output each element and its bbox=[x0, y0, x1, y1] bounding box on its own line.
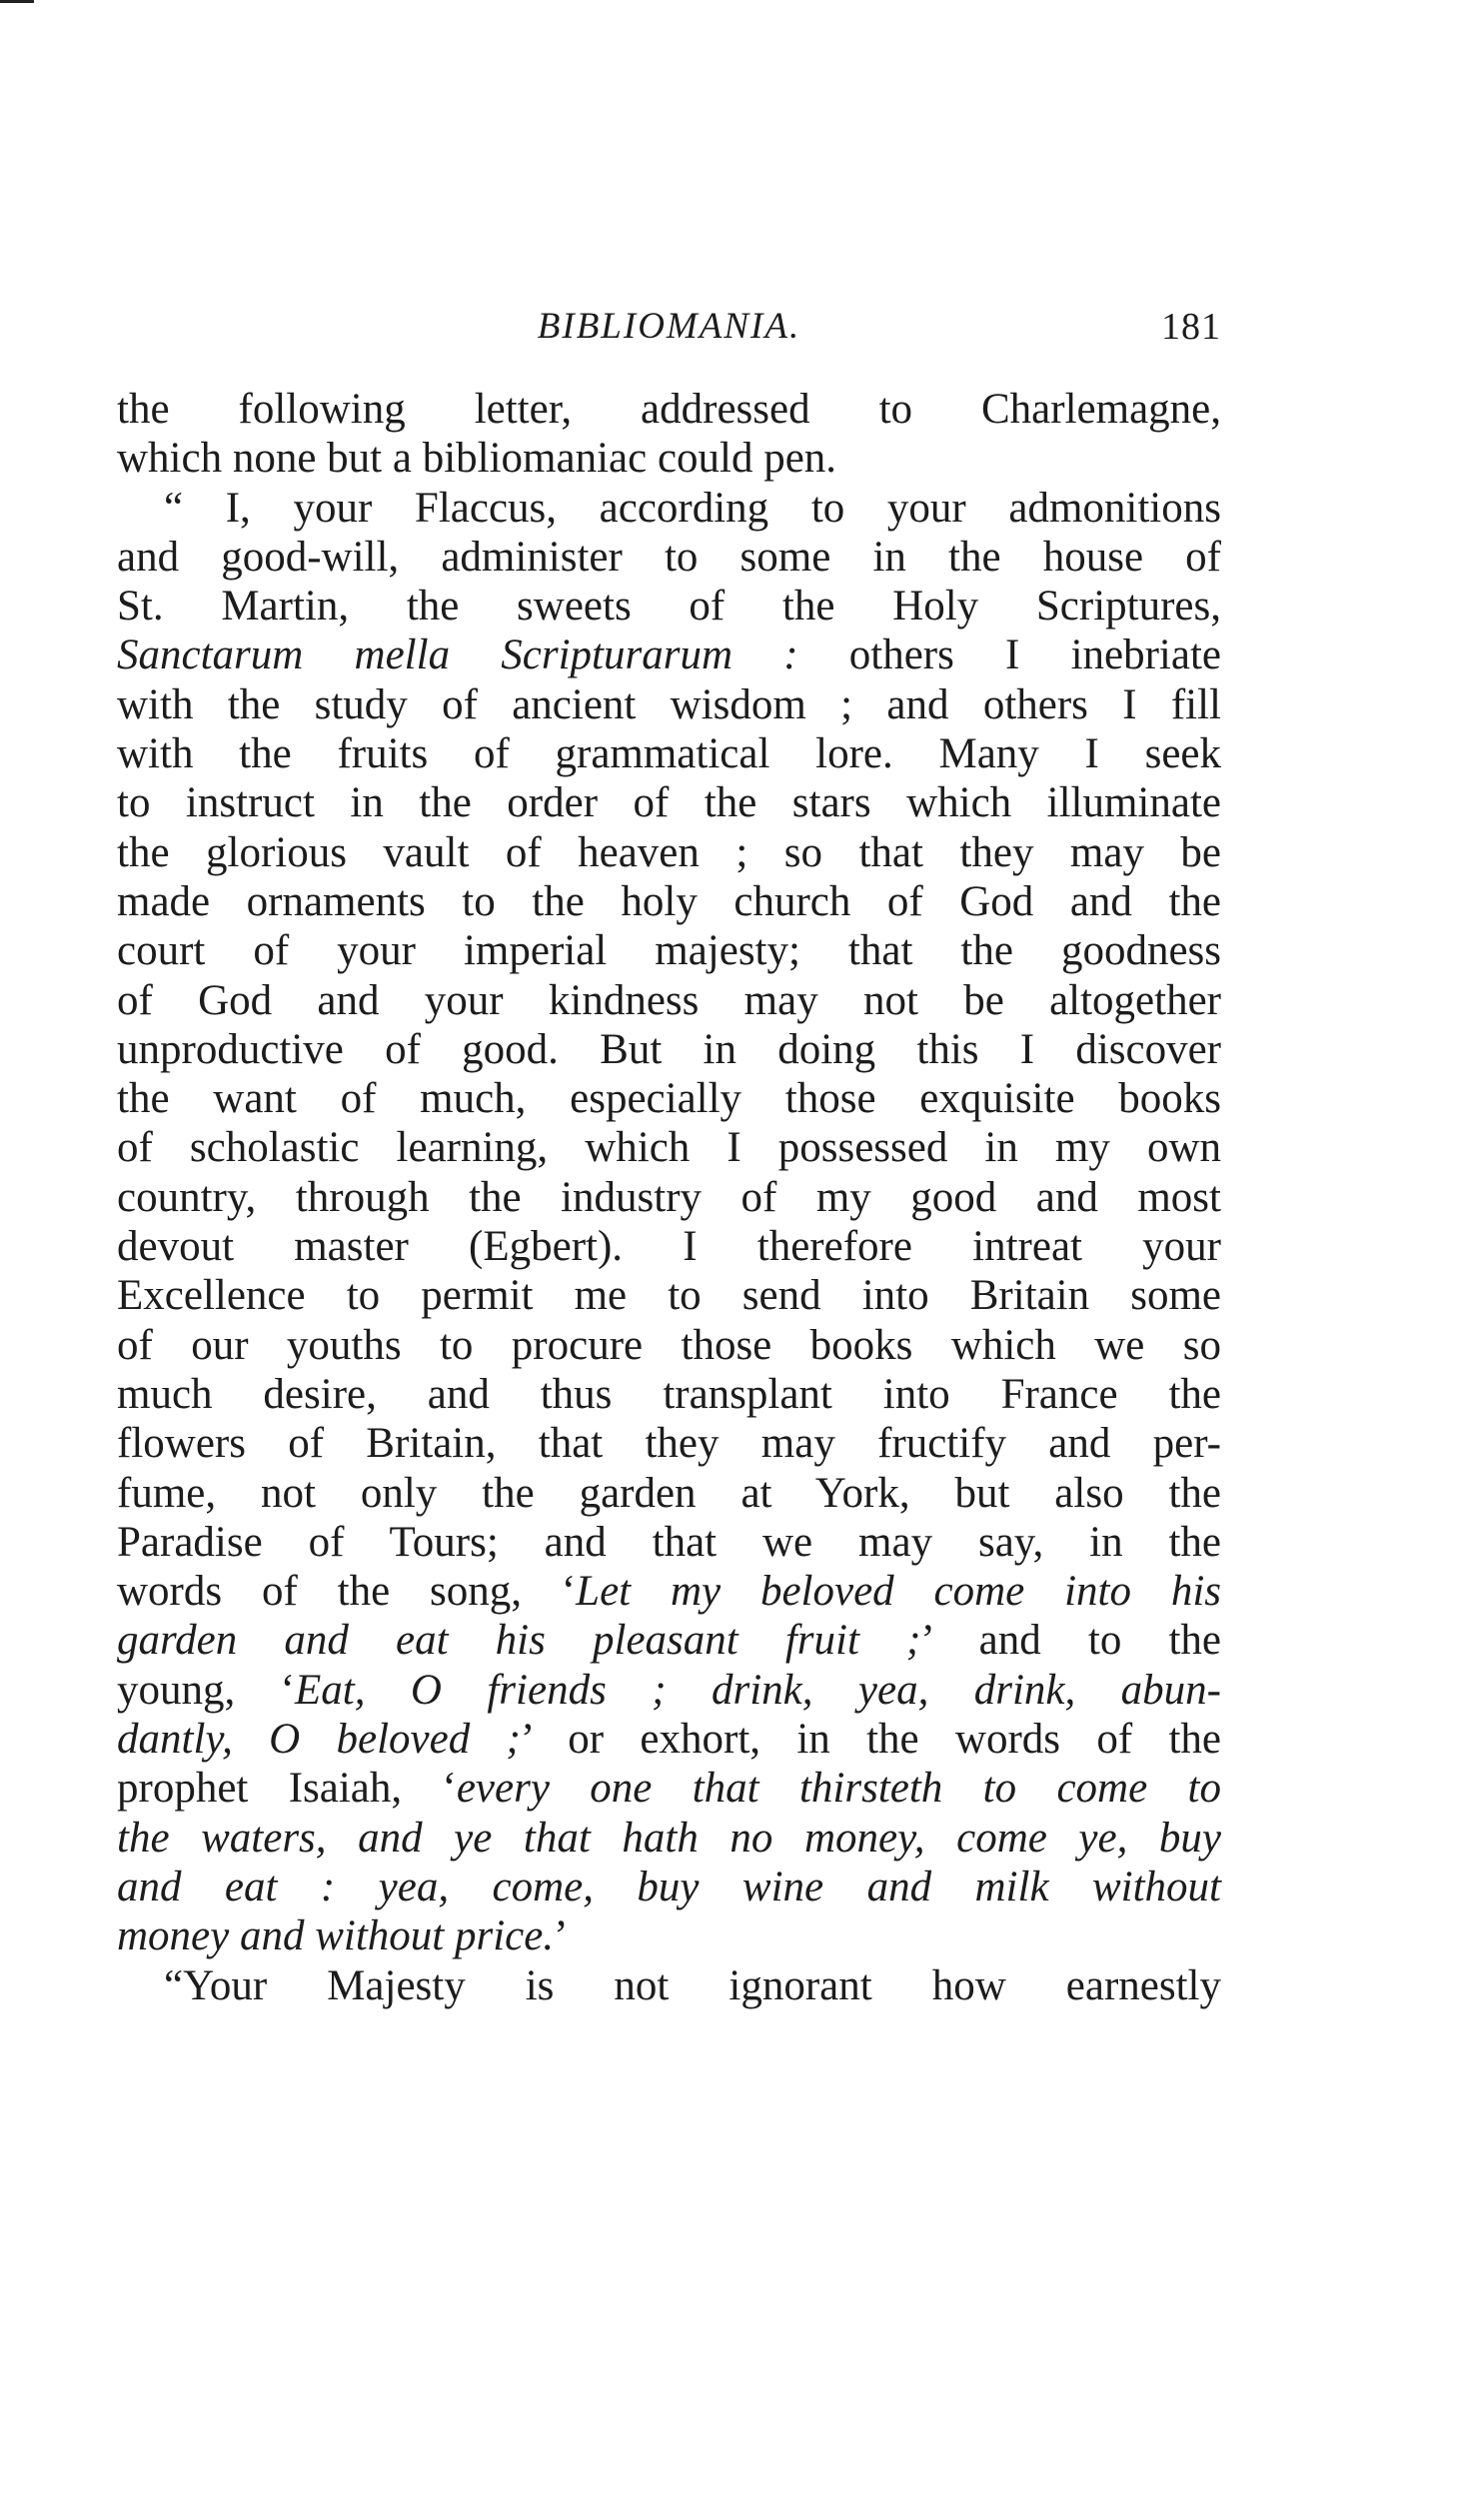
body-text bbox=[117, 385, 1221, 2010]
text-line: which none but a bibliomaniac could pen. bbox=[117, 435, 837, 483]
text-line: the glorious vault of heaven ; so that they may be bbox=[117, 828, 1221, 876]
text-line: country, through the industry of my good and most bbox=[117, 1173, 1221, 1221]
text-line: the waters, and ye that hath no money, come ye, buy bbox=[117, 1814, 1221, 1862]
text-line: the want of much, especially those exquisite books bbox=[117, 1075, 1221, 1123]
text-line: of God and your kindness may not be altogether bbox=[117, 976, 1221, 1024]
text-line: with the fruits of grammatical lore. Many I seek bbox=[117, 730, 1221, 778]
text-line: with the study of ancient wisdom ; and others I fill bbox=[117, 680, 1221, 728]
text-line: devout master (Egbert). I therefore intreat your bbox=[117, 1223, 1221, 1271]
text-line: unproductive of good. But in doing this I discover bbox=[117, 1025, 1221, 1073]
text-line: garden and eat his pleasant fruit ;’ and to the bbox=[117, 1617, 1221, 1665]
text-line: of our youths to procure those books which we so bbox=[117, 1321, 1221, 1369]
text-line: Sanctarum mella Scripturarum : others I inebriate bbox=[117, 631, 1222, 679]
text-line: Excellence to permit me to send into Britain some bbox=[117, 1272, 1221, 1320]
scan-corner-mark bbox=[0, 0, 34, 3]
text-line: fume, not only the garden at York, but also the bbox=[117, 1469, 1221, 1517]
text-line: “Your Majesty is not ignorant how earnestly bbox=[164, 1961, 1221, 2009]
text-line: “ I, your Flaccus, according to your admonitions bbox=[164, 484, 1221, 532]
page-number: 181 bbox=[1161, 306, 1221, 348]
text-line: and good-will, administer to some in the house of bbox=[117, 533, 1221, 581]
page-header bbox=[117, 305, 1221, 355]
text-line: dantly, O beloved ;’ or exhort, in the words of the bbox=[117, 1716, 1221, 1764]
text-line: of scholastic learning, which I possessed in my own bbox=[117, 1124, 1221, 1172]
text-line: St. Martin, the sweets of the Holy Scriptures, bbox=[117, 583, 1221, 630]
text-line: Paradise of Tours; and that we may say, in the bbox=[117, 1518, 1221, 1566]
running-title: BIBLIOMANIA. bbox=[537, 306, 801, 347]
text-line: court of your imperial majesty; that the goodness bbox=[117, 927, 1221, 975]
text-line: much desire, and thus transplant into France the bbox=[117, 1370, 1221, 1418]
text-line: and eat : yea, come, buy wine and milk without bbox=[117, 1863, 1221, 1910]
text-line: prophet Isaiah, ‘every one that thirsteth to come to bbox=[117, 1765, 1222, 1813]
text-line: made ornaments to the holy church of God and the bbox=[117, 877, 1221, 925]
text-line: words of the song, ‘Let my beloved come into his bbox=[117, 1568, 1222, 1616]
text-line: money and without price.’ bbox=[117, 1912, 569, 1960]
text-line: flowers of Britain, that they may fructify and per- bbox=[117, 1420, 1221, 1468]
text-line: young, ‘Eat, O friends ; drink, yea, drink, abun- bbox=[117, 1666, 1221, 1714]
text-line: the following letter, addressed to Charlemagne, bbox=[117, 386, 1221, 433]
text-line: to instruct in the order of the stars which illuminate bbox=[117, 779, 1221, 827]
